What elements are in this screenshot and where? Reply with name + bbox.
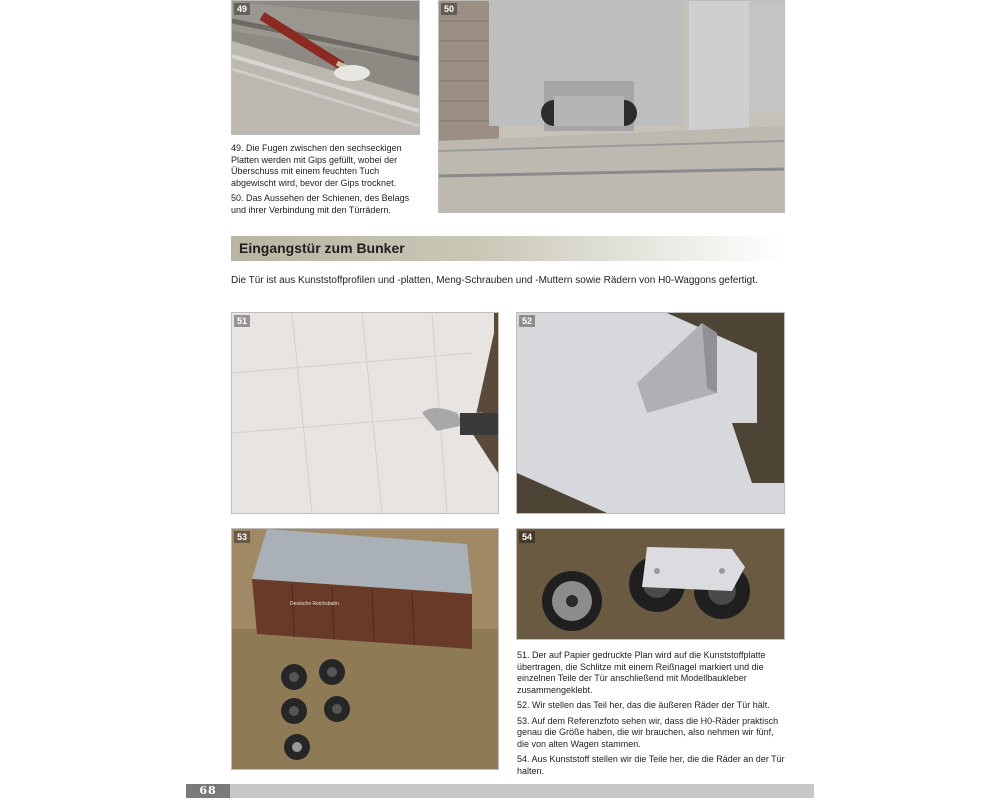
photo-53-image — [232, 529, 498, 769]
caption-50: 50. Das Aussehen der Schienen, des Belags und ihrer Verbindung mit den Türrädern. — [231, 193, 410, 215]
section-title: Eingangstür zum Bunker — [239, 240, 405, 256]
caption-53: 53. Auf dem Referenzfoto sehen wir, dass die H0-Räder praktisch genau die Größe haben, die wir brauchen, also nehmen wir fünf, die von alten Wagen stammen. — [517, 715, 779, 749]
caption-block-bottom — [517, 650, 785, 781]
photo-51-image — [232, 313, 498, 513]
photo-number: 50 — [441, 3, 457, 15]
photo-52 — [516, 312, 785, 514]
caption-49: 49. Die Fugen zwischen den sechseckigen Platten werden mit Gips gefüllt, wobei der Überschuss mit einem feuchten Tuch abgewischt wird, bevor der Gips trocknet. — [231, 143, 402, 188]
section-heading-bar — [231, 236, 783, 261]
caption-52: 52. Wir stellen das Teil her, das die äußeren Räder der Tür hält. — [517, 700, 770, 710]
photo-number: 53 — [234, 531, 250, 543]
photo-49-image — [232, 1, 419, 134]
photo-54-image — [517, 529, 784, 639]
photo-52-image — [517, 313, 784, 513]
photo-50-image — [439, 1, 784, 212]
photo-number: 51 — [234, 315, 250, 327]
photo-54 — [516, 528, 785, 640]
photo-number: 54 — [519, 531, 535, 543]
photo-number: 49 — [234, 3, 250, 15]
photo-number: 52 — [519, 315, 535, 327]
section-intro: Die Tür ist aus Kunststoffprofilen und -platten, Meng-Schrauben und -Muttern sowie Rädern von H0-Waggons gefertigt. — [231, 275, 758, 286]
footer-bar — [186, 784, 814, 798]
caption-51: 51. Der auf Papier gedruckte Plan wird auf die Kunststoffplatte übertragen, die Schlitze mit einem Reißnagel markiert und die einzelnen Teile der Tür anschließend mit Modellbaukleber zusammengeklebt. — [517, 650, 766, 695]
photo-49 — [231, 0, 420, 135]
photo-53 — [231, 528, 499, 770]
caption-54: 54. Aus Kunststoff stellen wir die Teile her, die die Räder an der Tür halten. — [517, 754, 785, 776]
wagon-label: Deutsche Reichsbahn — [290, 601, 339, 607]
caption-block-top — [231, 143, 419, 220]
photo-51 — [231, 312, 499, 514]
photo-50 — [438, 0, 785, 213]
page-number: 68 — [186, 784, 230, 798]
